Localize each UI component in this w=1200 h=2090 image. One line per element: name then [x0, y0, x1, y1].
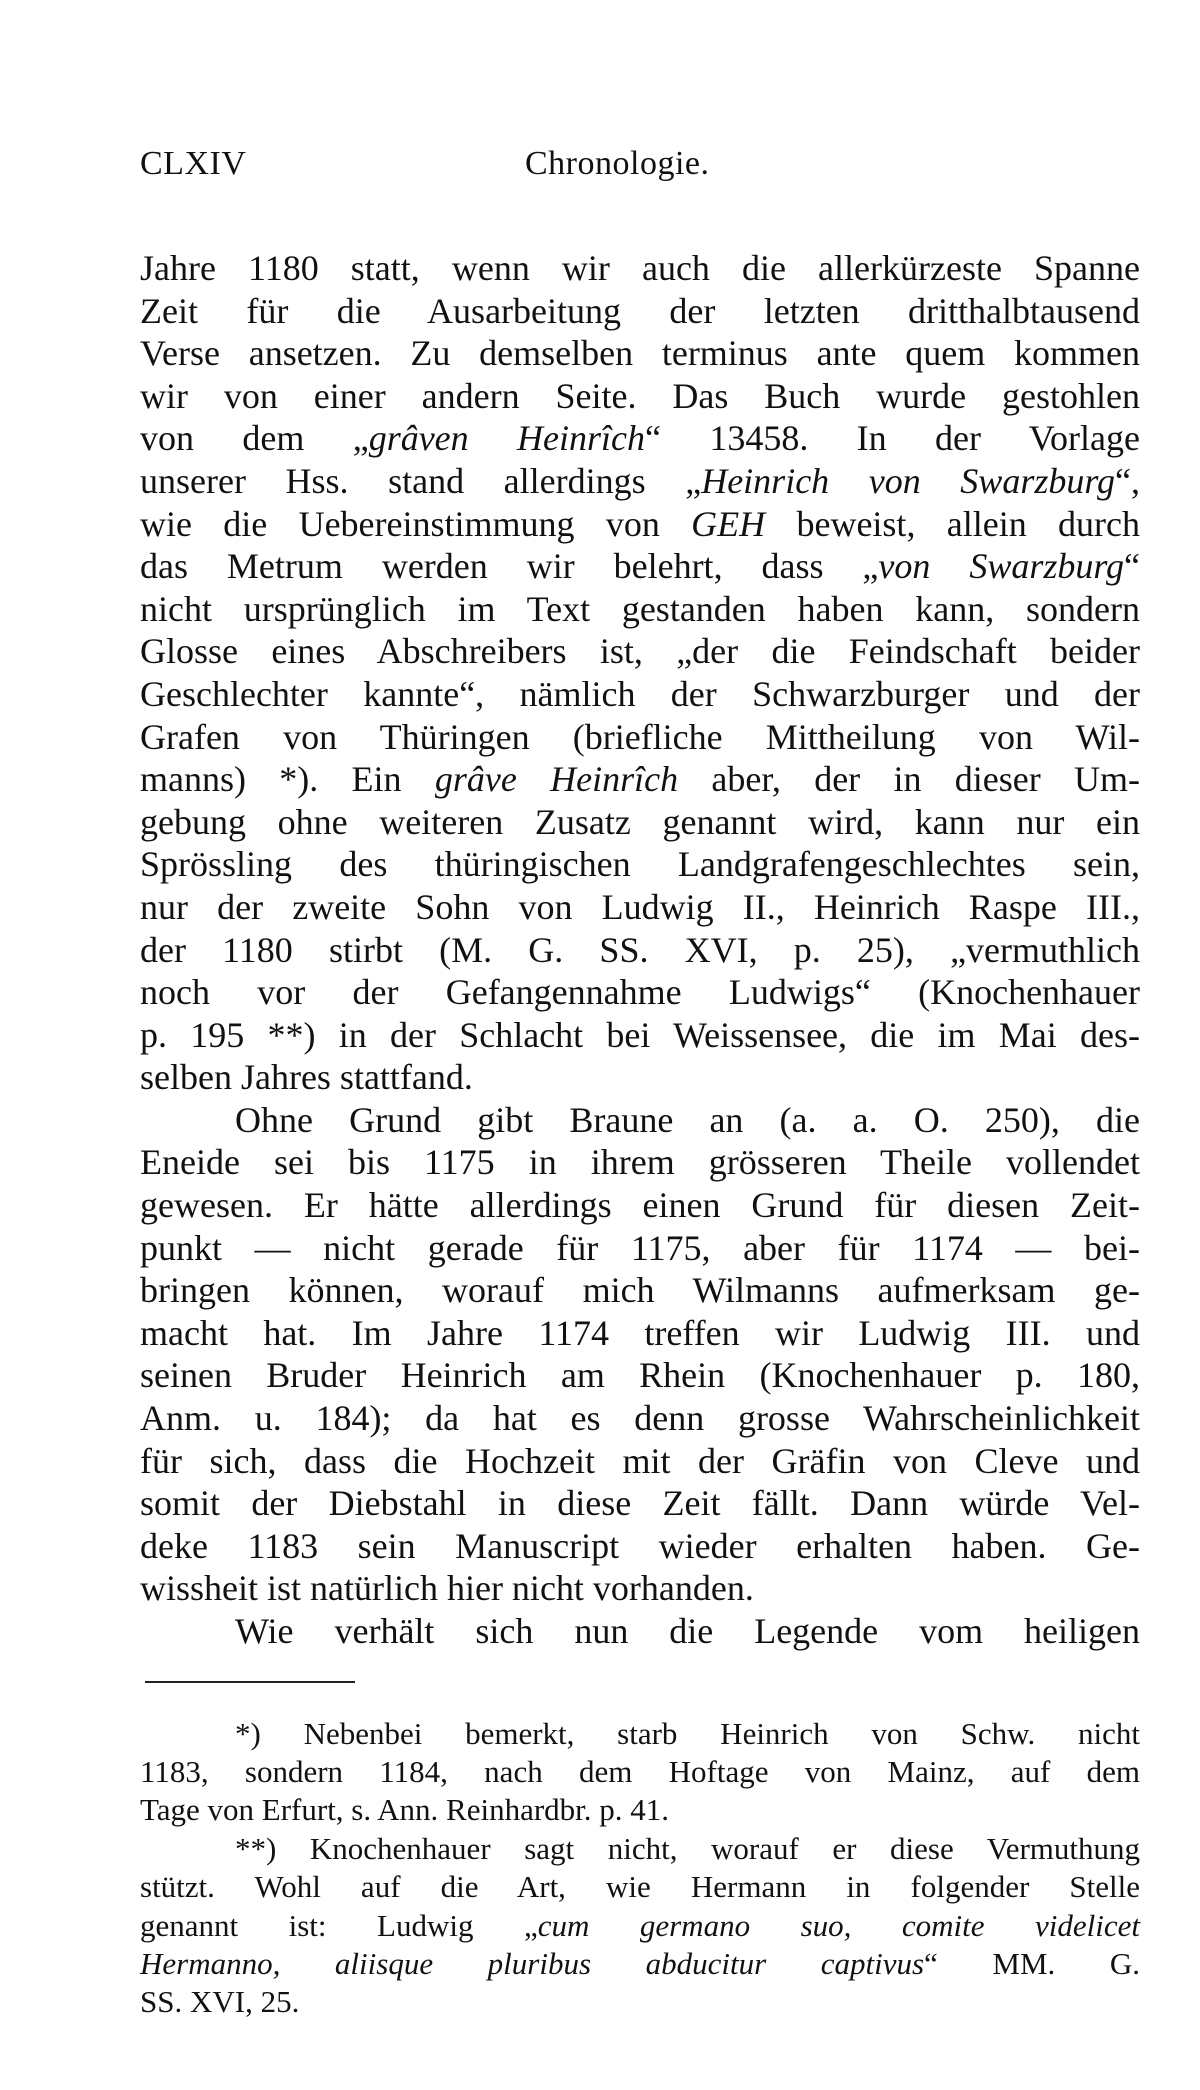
- text-line: Anm. u. 184); da hat es denn grosse Wahrscheinlichkeit: [140, 1398, 1140, 1439]
- italic-fragment: GEH: [691, 503, 766, 544]
- running-head: [140, 145, 1140, 195]
- footnote-line: Hermanno, aliisque pluribus abducitur captivus“ MM. G.: [140, 1945, 1140, 1981]
- text-line: Eneide sei bis 1175 in ihrem grösseren Theile vollendet: [140, 1142, 1140, 1183]
- text-line: unserer Hss. stand allerdings „Heinrich von Swarzburg“,: [140, 460, 1140, 501]
- text-line: nur der zweite Sohn von Ludwig II., Heinrich Raspe III.,: [140, 886, 1140, 927]
- text-line: manns) *). Ein grâve Heinrîch aber, der in dieser Um-: [140, 759, 1140, 800]
- text-line: Verse ansetzen. Zu demselben terminus ante quem kommen: [140, 333, 1140, 374]
- text-line: Grafen von Thüringen (briefliche Mittheilung von Wil-: [140, 716, 1140, 757]
- footnote-line: *) Nebenbei bemerkt, starb Heinrich von Schw. nicht: [235, 1715, 1140, 1751]
- main-text: [140, 247, 1140, 1653]
- footnote-line: 1183, sondern 1184, nach dem Hoftage von Mainz, auf dem: [140, 1753, 1140, 1789]
- italic-fragment: grâve Heinrîch: [434, 759, 679, 800]
- text-line-paragraph-start: Ohne Grund gibt Braune an (a. a. O. 250), die: [235, 1099, 1140, 1140]
- text-line: für sich, dass die Hochzeit mit der Gräfin von Cleve und: [140, 1440, 1140, 1481]
- text-line: Jahre 1180 statt, wenn wir auch die allerkürzeste Spanne: [140, 248, 1140, 288]
- text-line: Sprössling des thüringischen Landgrafengeschlechtes sein,: [140, 844, 1140, 885]
- text-line: nicht ursprünglich im Text gestanden haben kann, sondern: [140, 588, 1140, 629]
- text-line: wie die Uebereinstimmung von GEH beweist, allein durch: [140, 503, 1140, 544]
- italic-fragment: Hermanno, aliisque pluribus abducitur captivus: [140, 1945, 925, 1981]
- text-line: von dem „grâven Heinrîch“ 13458. In der Vorlage: [140, 418, 1141, 459]
- footnote-line: **) Knochenhauer sagt nicht, worauf er diese Vermuthung: [235, 1830, 1140, 1866]
- text-line: p. 195 **) in der Schlacht bei Weissensee, die im Mai des-: [140, 1014, 1140, 1055]
- running-title: Chronologie.: [525, 145, 710, 182]
- footnote-divider: [145, 1681, 355, 1683]
- text-line: Geschlechter kannte“, nämlich der Schwarzburger und der: [140, 673, 1140, 714]
- book-page: [140, 145, 1140, 2022]
- footnote-line: Tage von Erfurt, s. Ann. Reinhardbr. p. 41.: [140, 1792, 670, 1828]
- text-line-paragraph-end: wissheit ist natürlich hier nicht vorhanden.: [140, 1568, 754, 1609]
- text-line-paragraph-start: Wie verhält sich nun die Legende vom heiligen: [235, 1611, 1140, 1651]
- text-line: gebung ohne weiteren Zusatz genannt wird, kann nur ein: [140, 801, 1140, 842]
- text-line: punkt — nicht gerade für 1175, aber für 1174 — bei-: [140, 1227, 1140, 1268]
- italic-fragment: cum germano suo, comite videlicet: [537, 1907, 1140, 1943]
- text-line: das Metrum werden wir belehrt, dass „von Swarzburg“: [140, 546, 1141, 587]
- footnote-line: stützt. Wohl auf die Art, wie Hermann in folgender Stelle: [140, 1869, 1140, 1905]
- text-line: Glosse eines Abschreibers ist, „der die Feindschaft beider: [140, 631, 1140, 672]
- text-line: somit der Diebstahl in diese Zeit fällt. Dann würde Vel-: [140, 1483, 1140, 1524]
- text-line: deke 1183 sein Manuscript wieder erhalten haben. Ge-: [140, 1525, 1140, 1566]
- italic-fragment: Heinrich von Swarzburg: [701, 460, 1116, 501]
- italic-fragment: grâven Heinrîch: [368, 418, 645, 459]
- page-number: CLXIV: [140, 145, 247, 182]
- text-line: Zeit für die Ausarbeitung der letzten dritthalbtausend: [140, 290, 1140, 331]
- text-line: noch vor der Gefangennahme Ludwigs“ (Knochenhauer: [140, 972, 1140, 1013]
- footnote-line: genannt ist: Ludwig „cum germano suo, comite videlicet: [140, 1907, 1140, 1943]
- text-line: gewesen. Er hätte allerdings einen Grund für diesen Zeit-: [140, 1185, 1140, 1226]
- text-line: bringen können, worauf mich Wilmanns aufmerksam ge-: [140, 1270, 1140, 1311]
- text-line-paragraph-end: selben Jahres stattfand.: [140, 1057, 473, 1098]
- text-line: seinen Bruder Heinrich am Rhein (Knochenhauer p. 180,: [140, 1355, 1140, 1396]
- text-line: der 1180 stirbt (M. G. SS. XVI, p. 25), „vermuthlich: [140, 929, 1140, 970]
- footnote-line: SS. XVI, 25.: [140, 1984, 300, 2020]
- italic-fragment: von Swarzburg: [868, 460, 1116, 501]
- text-line: wir von einer andern Seite. Das Buch wurde gestohlen: [140, 375, 1140, 416]
- text-line: macht hat. Im Jahre 1174 treffen wir Ludwig III. und: [140, 1312, 1140, 1353]
- footnotes: [140, 1715, 1140, 2022]
- italic-fragment: von Swarzburg: [878, 546, 1125, 587]
